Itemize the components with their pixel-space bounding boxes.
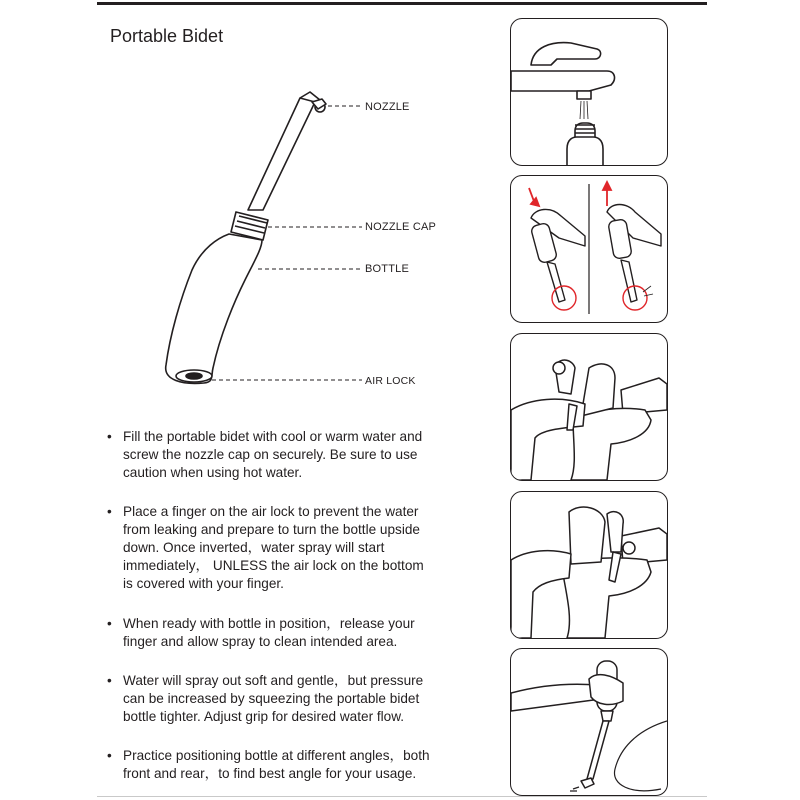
bidet-diagram xyxy=(140,80,440,410)
toilet-rear-use-icon xyxy=(511,492,667,638)
step-panel-front-use xyxy=(510,333,668,481)
toilet-front-use-icon xyxy=(511,334,667,480)
instruction-item: • Water will spray out soft and gentle，but pressure can be increased by squeezing the portable bidet bottle tighter. Adjust grip for desired water flow. xyxy=(105,672,480,726)
instruction-item: • Place a finger on the air lock to prevent the water from leaking and prepare to turn the bottle upside down. Once inverted，water spray will start immediately， UNLESS the air lock on the bottom is covered with your finger. xyxy=(105,503,480,593)
top-rule xyxy=(97,2,707,5)
step-panel-rear-use xyxy=(510,491,668,639)
faucet-fill-icon xyxy=(511,19,667,165)
bottle-label: BOTTLE xyxy=(365,263,409,275)
air-lock-label: AIR LOCK xyxy=(365,375,416,387)
instruction-item: • When ready with bottle in position，release your finger and allow spray to clean intended area. xyxy=(105,615,480,651)
squeeze-bottle-icon xyxy=(511,649,667,795)
step-panel-air-lock xyxy=(510,175,668,323)
instruction-item: • Fill the portable bidet with cool or warm water and screw the nozzle cap on securely. Be sure to use caution when using hot water. xyxy=(105,428,480,482)
instruction-item: • Practice positioning bottle at different angles，both front and rear，to find best angle for your usage. xyxy=(105,747,480,783)
page-title: Portable Bidet xyxy=(110,26,224,46)
step-panel-fill xyxy=(510,18,668,166)
step-panel-squeeze xyxy=(510,648,668,796)
nozzle-cap-label: NOZZLE CAP xyxy=(365,221,437,233)
instruction-list xyxy=(105,428,480,783)
bottom-rule xyxy=(97,796,707,797)
nozzle-label: NOZZLE xyxy=(365,101,410,113)
finger-air-lock-icon xyxy=(511,176,667,322)
